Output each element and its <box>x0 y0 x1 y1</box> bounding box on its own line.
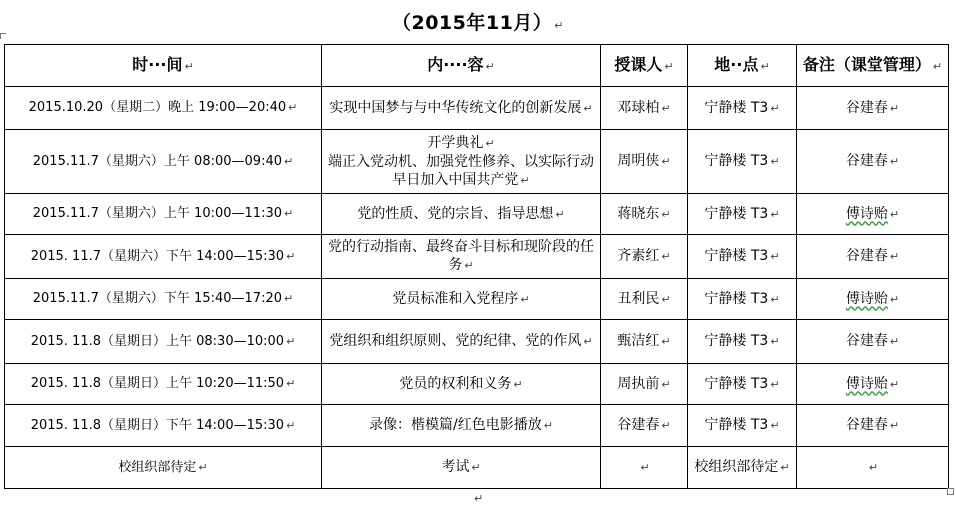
cell-teacher-text: 周执前 <box>617 375 660 392</box>
cell-time <box>5 405 322 447</box>
paragraph-mark-icon: ↵ <box>554 19 565 32</box>
cell-content <box>322 447 601 489</box>
paragraph-mark-icon: ↵ <box>661 155 671 168</box>
cell-note-text: 谷建春 <box>845 99 888 116</box>
content-line: 实现中国梦与与中华传统文化的创新发展 <box>329 99 582 116</box>
paragraph-mark-icon: ↵ <box>520 292 530 306</box>
paragraph-mark-icon: ↵ <box>661 292 671 306</box>
paragraph-mark-icon: ↵ <box>889 250 900 263</box>
cell-location-text: 宁静楼 T3 <box>704 333 769 349</box>
cell-location-text: 宁静楼 T3 <box>704 99 769 116</box>
paragraph-mark-icon: ↵ <box>288 101 298 114</box>
cell-note-text: 谷建春 <box>845 153 888 169</box>
cell-location <box>688 364 797 405</box>
cell-teacher-text: 蒋晓东 <box>617 205 660 222</box>
paragraph-mark-icon: ↵ <box>770 335 780 348</box>
table-row <box>5 87 949 130</box>
cell-note-text: 谷建春 <box>845 248 888 264</box>
cell-note <box>797 364 949 405</box>
paragraph-mark-icon: ↵ <box>513 377 523 391</box>
content-line: 端正入党动机、加强党性修养、以实际行动早日加入中国共产党 <box>328 153 594 188</box>
cell-time-text: 2015. 11.8（星期日）上午 10:20—11:50 <box>30 376 285 391</box>
cell-location-text: 宁静楼 T3 <box>704 205 769 222</box>
cell-teacher <box>601 87 688 130</box>
content-line: 开学典礼 <box>427 134 484 151</box>
cell-note-text: 傅诗贻 <box>845 290 888 307</box>
paragraph-mark-icon: ↵ <box>889 419 900 432</box>
paragraph-mark-icon: ↵ <box>286 249 296 263</box>
paragraph-mark-icon: ↵ <box>284 207 294 220</box>
schedule-body <box>5 87 949 489</box>
cell-location-text: 宁静楼 T3 <box>704 375 769 392</box>
paragraph-mark-icon: ↵ <box>770 155 780 168</box>
header-note: 备注（课堂管理） ↵ <box>797 45 949 87</box>
schedule-table <box>4 44 949 489</box>
cell-time-text: 校组织部待定 <box>118 459 197 475</box>
cell-content <box>322 364 601 405</box>
cell-location-text: 宁静楼 T3 <box>704 153 769 169</box>
cell-teacher <box>601 405 688 447</box>
cell-note <box>797 87 949 130</box>
paragraph-mark-icon: ↵ <box>286 377 296 390</box>
header-teacher: 授课人 ↵ <box>601 45 688 87</box>
paragraph-mark-icon: ↵ <box>661 419 671 432</box>
cell-note-text: 谷建春 <box>845 333 888 349</box>
paragraph-mark-icon: ↵ <box>770 250 780 263</box>
cell-time-text: 2015. 11.7（星期六）下午 14:00—15:30 <box>30 248 285 264</box>
cell-location-text: 校组织部待定 <box>694 459 779 475</box>
cell-note-text: 谷建春 <box>845 417 888 433</box>
document-title <box>0 8 956 35</box>
paragraph-mark-icon: ↵ <box>770 207 780 221</box>
paragraph-mark-icon: ↵ <box>889 155 900 168</box>
cell-time <box>5 320 322 364</box>
paragraph-mark-icon: ↵ <box>471 461 481 474</box>
table-row <box>5 405 949 447</box>
table-row <box>5 364 949 405</box>
table-resize-handle[interactable] <box>947 488 954 495</box>
cell-teacher <box>601 447 688 489</box>
paragraph-mark-icon: ↵ <box>868 461 879 474</box>
paragraph-mark-icon: ↵ <box>485 136 495 150</box>
cell-time-text: 2015. 11.8（星期日）上午 08:30—10:00 <box>30 333 285 349</box>
header-content: 内····容 ↵ <box>322 45 601 87</box>
paragraph-mark-icon: ↵ <box>889 207 900 221</box>
cell-content <box>322 405 601 447</box>
cell-note-text: 傅诗贻 <box>845 205 888 222</box>
cell-time-text: 2015.11.7（星期六）上午 08:00—09:40 <box>32 153 282 169</box>
paragraph-mark-icon: ↵ <box>286 418 296 432</box>
paragraph-mark-icon: ↵ <box>198 460 208 474</box>
paragraph-mark-icon: ↵ <box>583 101 593 115</box>
cell-content <box>322 235 601 279</box>
content-line: 录像：楷模篇/红色电影播放 <box>369 417 542 433</box>
paragraph-mark-icon: ↵ <box>889 292 900 306</box>
paragraph-mark-icon: ↵ <box>284 154 294 168</box>
cell-time-text: 2015.11.7（星期六）下午 15:40—17:20 <box>32 291 282 306</box>
paragraph-mark-icon: ↵ <box>284 292 294 305</box>
table-row <box>5 235 949 279</box>
table-row <box>5 447 949 489</box>
cell-location <box>688 320 797 364</box>
cell-content <box>322 279 601 320</box>
cell-teacher <box>601 235 688 279</box>
paragraph-mark-icon: ↵ <box>474 492 484 505</box>
paragraph-mark-icon: ↵ <box>661 250 671 263</box>
cell-content <box>322 194 601 235</box>
cell-time <box>5 87 322 130</box>
paragraph-mark-icon: ↵ <box>661 207 671 221</box>
cell-content <box>322 320 601 364</box>
paragraph-mark-icon: ↵ <box>464 259 474 272</box>
cell-note <box>797 320 949 364</box>
cell-time <box>5 279 322 320</box>
paragraph-mark-icon: ↵ <box>543 419 553 432</box>
cell-note <box>797 405 949 447</box>
table-row <box>5 279 949 320</box>
table-row <box>5 320 949 364</box>
cell-note <box>797 194 949 235</box>
cell-note-text: 傅诗贻 <box>845 375 888 392</box>
paragraph-mark-icon: ↵ <box>286 334 296 348</box>
content-line: 党的性质、党的宗旨、指导思想 <box>357 205 554 222</box>
cell-time <box>5 194 322 235</box>
paragraph-mark-icon: ↵ <box>555 207 565 221</box>
paragraph-mark-icon: ↵ <box>770 419 780 432</box>
content-line: 党组织和组织原则、党的纪律、党的作风 <box>329 333 582 349</box>
paragraph-mark-icon: ↵ <box>889 101 900 115</box>
paragraph-mark-icon: ↵ <box>770 377 780 391</box>
cell-teacher <box>601 130 688 194</box>
cell-location-text: 宁静楼 T3 <box>704 417 769 433</box>
cell-location-text: 宁静楼 T3 <box>704 248 769 264</box>
cell-note <box>797 235 949 279</box>
cell-content <box>322 87 601 130</box>
content-line: 党员标准和入党程序 <box>392 290 519 307</box>
content-line: 党的行动指南、最终奋斗目标和现阶段的任务 <box>328 239 594 273</box>
cell-teacher <box>601 279 688 320</box>
cell-location <box>688 279 797 320</box>
cell-time <box>5 130 322 194</box>
cell-location <box>688 130 797 194</box>
cell-time <box>5 364 322 405</box>
cell-teacher-text: 周明侠 <box>617 153 660 169</box>
cell-teacher <box>601 364 688 405</box>
cell-note <box>797 130 949 194</box>
cell-teacher-text: 谷建春 <box>617 417 660 433</box>
header-time: 时···间 ↵ <box>5 45 322 87</box>
paragraph-mark-icon: ↵ <box>661 335 671 348</box>
cell-note <box>797 279 949 320</box>
table-header-row <box>5 45 949 87</box>
cell-content <box>322 130 601 194</box>
content-line: 党员的权利和义务 <box>399 375 512 392</box>
cell-time-text: 2015.11.7（星期六）上午 10:00—11:30 <box>32 206 282 221</box>
cell-location <box>688 235 797 279</box>
content-line: 考试 <box>441 459 470 475</box>
header-location: 地··点 ↵ <box>688 45 797 87</box>
paragraph-mark-icon: ↵ <box>640 461 650 474</box>
cell-teacher-text: 丑利民 <box>617 290 660 307</box>
paragraph-mark-icon: ↵ <box>770 292 780 306</box>
paragraph-mark-icon: ↵ <box>583 335 593 348</box>
title-text: （2015年11月） <box>391 12 553 34</box>
paragraph-mark-icon: ↵ <box>780 461 790 474</box>
cell-teacher <box>601 194 688 235</box>
cell-time <box>5 447 322 489</box>
cell-time <box>5 235 322 279</box>
paragraph-mark-icon: ↵ <box>520 173 530 187</box>
table-row <box>5 130 949 194</box>
cell-time-text: 2015.10.20（星期二）晚上 19:00—20:40 <box>28 100 287 115</box>
paragraph-mark-icon: ↵ <box>661 377 671 391</box>
paragraph-mark-icon: ↵ <box>889 335 900 348</box>
paragraph-mark-icon: ↵ <box>889 377 900 391</box>
paragraph-mark-icon: ↵ <box>770 101 780 115</box>
cell-location <box>688 194 797 235</box>
cell-teacher-text: 甄洁红 <box>617 333 660 349</box>
cell-location-text: 宁静楼 T3 <box>704 290 769 307</box>
cell-teacher-text: 齐素红 <box>617 248 660 264</box>
cell-time-text: 2015. 11.8（星期日）下午 14:00—15:30 <box>30 417 285 433</box>
cell-location <box>688 447 797 489</box>
paragraph-mark-icon: ↵ <box>661 101 671 115</box>
cell-teacher <box>601 320 688 364</box>
table-row <box>5 194 949 235</box>
cell-location <box>688 405 797 447</box>
cell-teacher-text: 邓球柏 <box>617 99 660 116</box>
cell-note <box>797 447 949 489</box>
cell-location <box>688 87 797 130</box>
